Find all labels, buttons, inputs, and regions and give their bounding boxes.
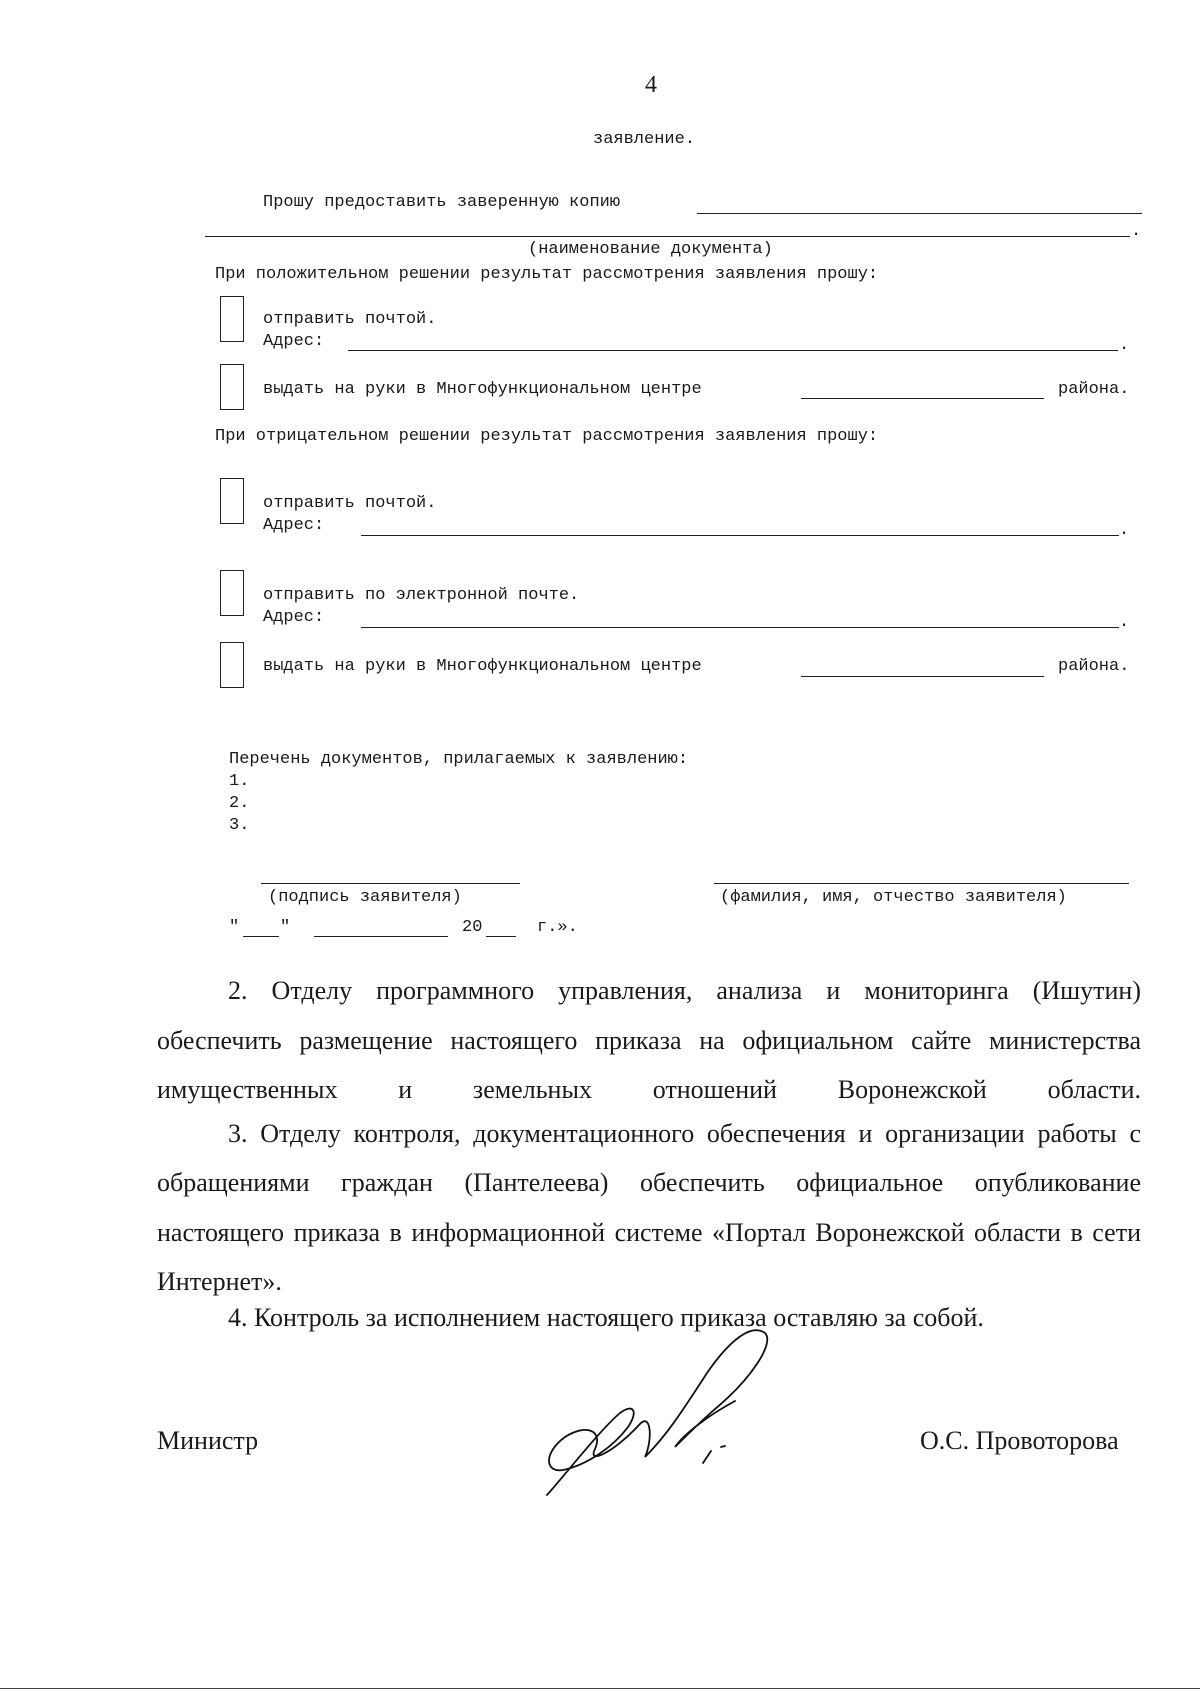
signatory-name: О.С. Провоторова xyxy=(920,1426,1119,1455)
applicant-fio-field[interactable] xyxy=(714,883,1129,884)
page-bottom-rule xyxy=(0,1688,1200,1689)
handwritten-signature xyxy=(525,1325,825,1500)
document-list-label: Перечень документов, прилагаемых к заявлению: xyxy=(229,750,689,769)
negative-hand-checkbox[interactable] xyxy=(220,642,244,688)
paragraph-2: 2. Отделу программного управления, анализа и мониторинга (Ишутин) обеспечить размещение настоящего приказа на официальном сайте министерства имущественных и земельных отношений Воронежской области. xyxy=(157,976,1141,1104)
negative-email-label: отправить по электронной почте. xyxy=(263,586,580,605)
negative-mail-label: отправить почтой. xyxy=(263,494,437,513)
end-dot: . xyxy=(1131,222,1142,241)
positive-hand-checkbox[interactable] xyxy=(220,364,244,410)
end-dot: . xyxy=(1119,521,1130,540)
document-name-field[interactable] xyxy=(697,213,1142,214)
end-dot: . xyxy=(1119,336,1130,355)
document-list-item: 2. xyxy=(229,794,250,813)
positive-mail-label: отправить почтой. xyxy=(263,310,437,329)
date-month-field[interactable] xyxy=(314,936,448,937)
document-list-item: 3. xyxy=(229,816,250,835)
signatory-title: Министр xyxy=(157,1426,259,1455)
date-day-field[interactable] xyxy=(243,936,279,937)
negative-decision-header: При отрицательном решении результат рассмотрения заявления прошу: xyxy=(215,427,879,446)
negative-mail-address-label: Адрес: xyxy=(263,516,325,535)
date-year-field[interactable] xyxy=(486,936,516,937)
positive-mail-address-label: Адрес: xyxy=(263,332,325,351)
applicant-signature-field[interactable] xyxy=(261,883,520,884)
document-list-item: 1. xyxy=(229,772,250,791)
page-number: 4 xyxy=(645,72,657,98)
positive-mail-checkbox[interactable] xyxy=(220,296,244,342)
positive-decision-header: При положительном решении результат рассмотрения заявления прошу: xyxy=(215,265,879,284)
negative-mail-address-field[interactable] xyxy=(361,535,1119,536)
date-year-suffix: г.». xyxy=(537,918,578,937)
negative-mail-checkbox[interactable] xyxy=(220,478,244,524)
paragraph-4: 4. Контроль за исполнением настоящего приказа оставляю за собой. xyxy=(228,1303,984,1332)
date-close-quote: " xyxy=(280,918,291,937)
positive-hand-label: выдать на руки в Многофункциональном центре xyxy=(263,380,702,399)
negative-email-checkbox[interactable] xyxy=(220,570,244,616)
negative-email-address-field[interactable] xyxy=(361,627,1119,628)
request-label: Прошу предоставить заверенную копию xyxy=(263,193,621,212)
date-year-prefix: 20 xyxy=(462,918,483,937)
negative-hand-district-label: района. xyxy=(1058,657,1130,676)
paragraph-3: 3. Отделу контроля, документационного обеспечения и организации работы с обращениями граждан (Пантелеева) обеспечить официальное опубликование настоящего приказа в информационной системе «Портал Воронежской области в сети Интернет». xyxy=(157,1119,1141,1296)
negative-hand-label: выдать на руки в Многофункциональном центре xyxy=(263,657,702,676)
negative-hand-district-field[interactable] xyxy=(801,676,1044,677)
positive-mail-address-field[interactable] xyxy=(348,350,1118,351)
document-name-caption: (наименование документа) xyxy=(528,240,773,259)
positive-hand-district-field[interactable] xyxy=(801,398,1044,399)
positive-hand-district-label: района. xyxy=(1058,380,1130,399)
form-heading: заявление. xyxy=(593,130,696,149)
date-open-quote: " xyxy=(229,918,240,937)
document-name-field-line2[interactable] xyxy=(205,236,1130,237)
end-dot: . xyxy=(1119,613,1130,632)
applicant-fio-caption: (фамилия, имя, отчество заявителя) xyxy=(720,888,1067,907)
negative-email-address-label: Адрес: xyxy=(263,608,325,627)
applicant-signature-caption: (подпись заявителя) xyxy=(268,888,462,907)
